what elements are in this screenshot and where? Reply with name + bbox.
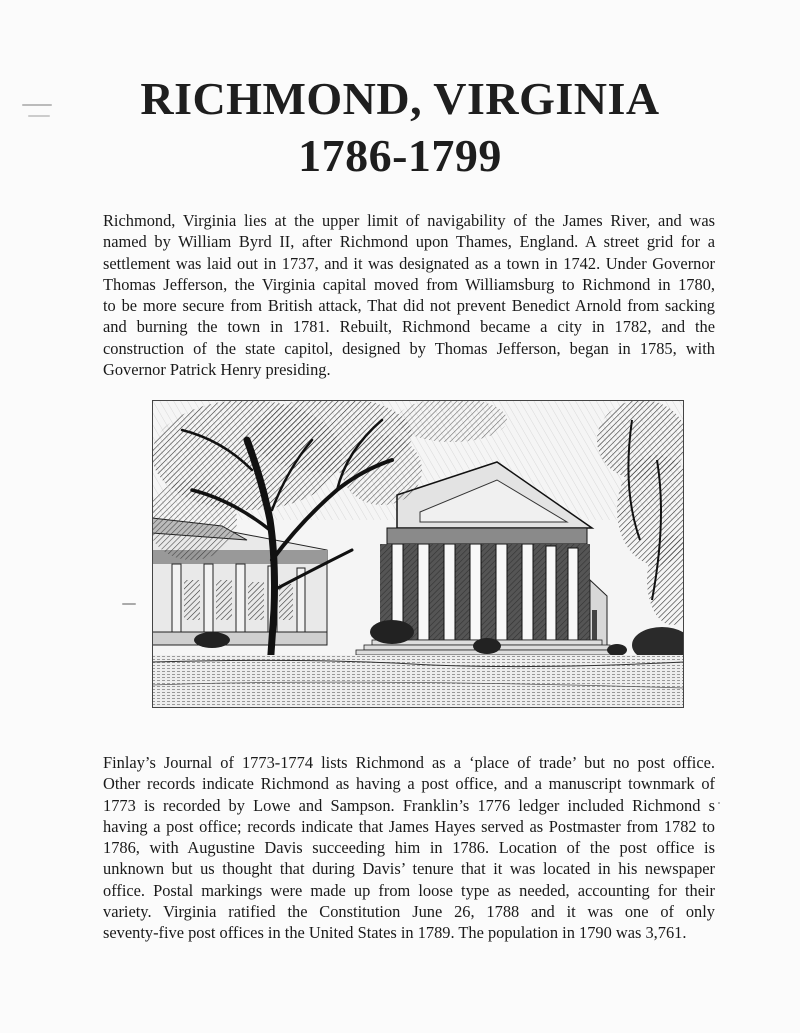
intro-line: and burning the town in 1781. Rebuilt, Richmond became a city in 1782, and the [103, 317, 715, 337]
history-line: having a post office; records indicate that James Hayes served as Postmaster from 1782 to [103, 816, 715, 836]
scan-speck [122, 603, 136, 605]
page-subtitle-years: 1786-1799 [298, 130, 502, 181]
intro-line: named by William Byrd II, after Richmond upon Thames, England. A street grid for a [103, 232, 715, 252]
history-line: variety. Virginia ratified the Constitution June 26, 1788 and it was one of only [103, 902, 715, 922]
intro-line: construction of the state capitol, designed by Thomas Jefferson, began in 1785, with [103, 338, 715, 358]
scan-speck [718, 802, 720, 804]
history-line: unknown but us thought that during Davis’ tenure that it was located in his newspaper [103, 859, 715, 879]
history-line: 1773 is recorded by Lowe and Sampson. Franklin’s 1776 ledger included Richmond s [103, 795, 715, 815]
scan-speck [22, 104, 52, 106]
intro-paragraph [103, 210, 715, 380]
history-line: office. Postal markings were made up from loose type as needed, accounting for their [103, 880, 715, 900]
scan-speck [28, 115, 50, 117]
page-title: RICHMOND, VIRGINIA [140, 73, 660, 124]
post-office-history-paragraph [103, 752, 715, 944]
capitol-engraving-image [152, 400, 684, 708]
intro-line: Governor Patrick Henry presiding. [103, 360, 331, 380]
capitol-illustration [152, 400, 684, 708]
intro-line: Richmond, Virginia lies at the upper limit of navigability of the James River, and was [103, 211, 715, 230]
history-line: Finlay’s Journal of 1773-1774 lists Richmond as a ‘place of trade’ but no post office. [103, 753, 715, 772]
intro-line: Thomas Jefferson, the Virginia capital moved from Williamsburg to Richmond in 1780, [103, 274, 715, 294]
history-line: Other records indicate Richmond as having a post office, and a manuscript townmark of [103, 774, 715, 794]
intro-line: settlement was laid out in 1737, and it was designated as a town in 1742. Under Governor [103, 253, 715, 273]
history-line: 1786, with Augustine Davis succeeding him in 1786. Location of the post office is [103, 838, 715, 858]
intro-line: to be more secure from British attack, That did not prevent Benedict Arnold from sacking [103, 296, 715, 316]
history-line: seventy-five post offices in the United States in 1789. The population in 1790 was 3,761. [103, 923, 687, 943]
